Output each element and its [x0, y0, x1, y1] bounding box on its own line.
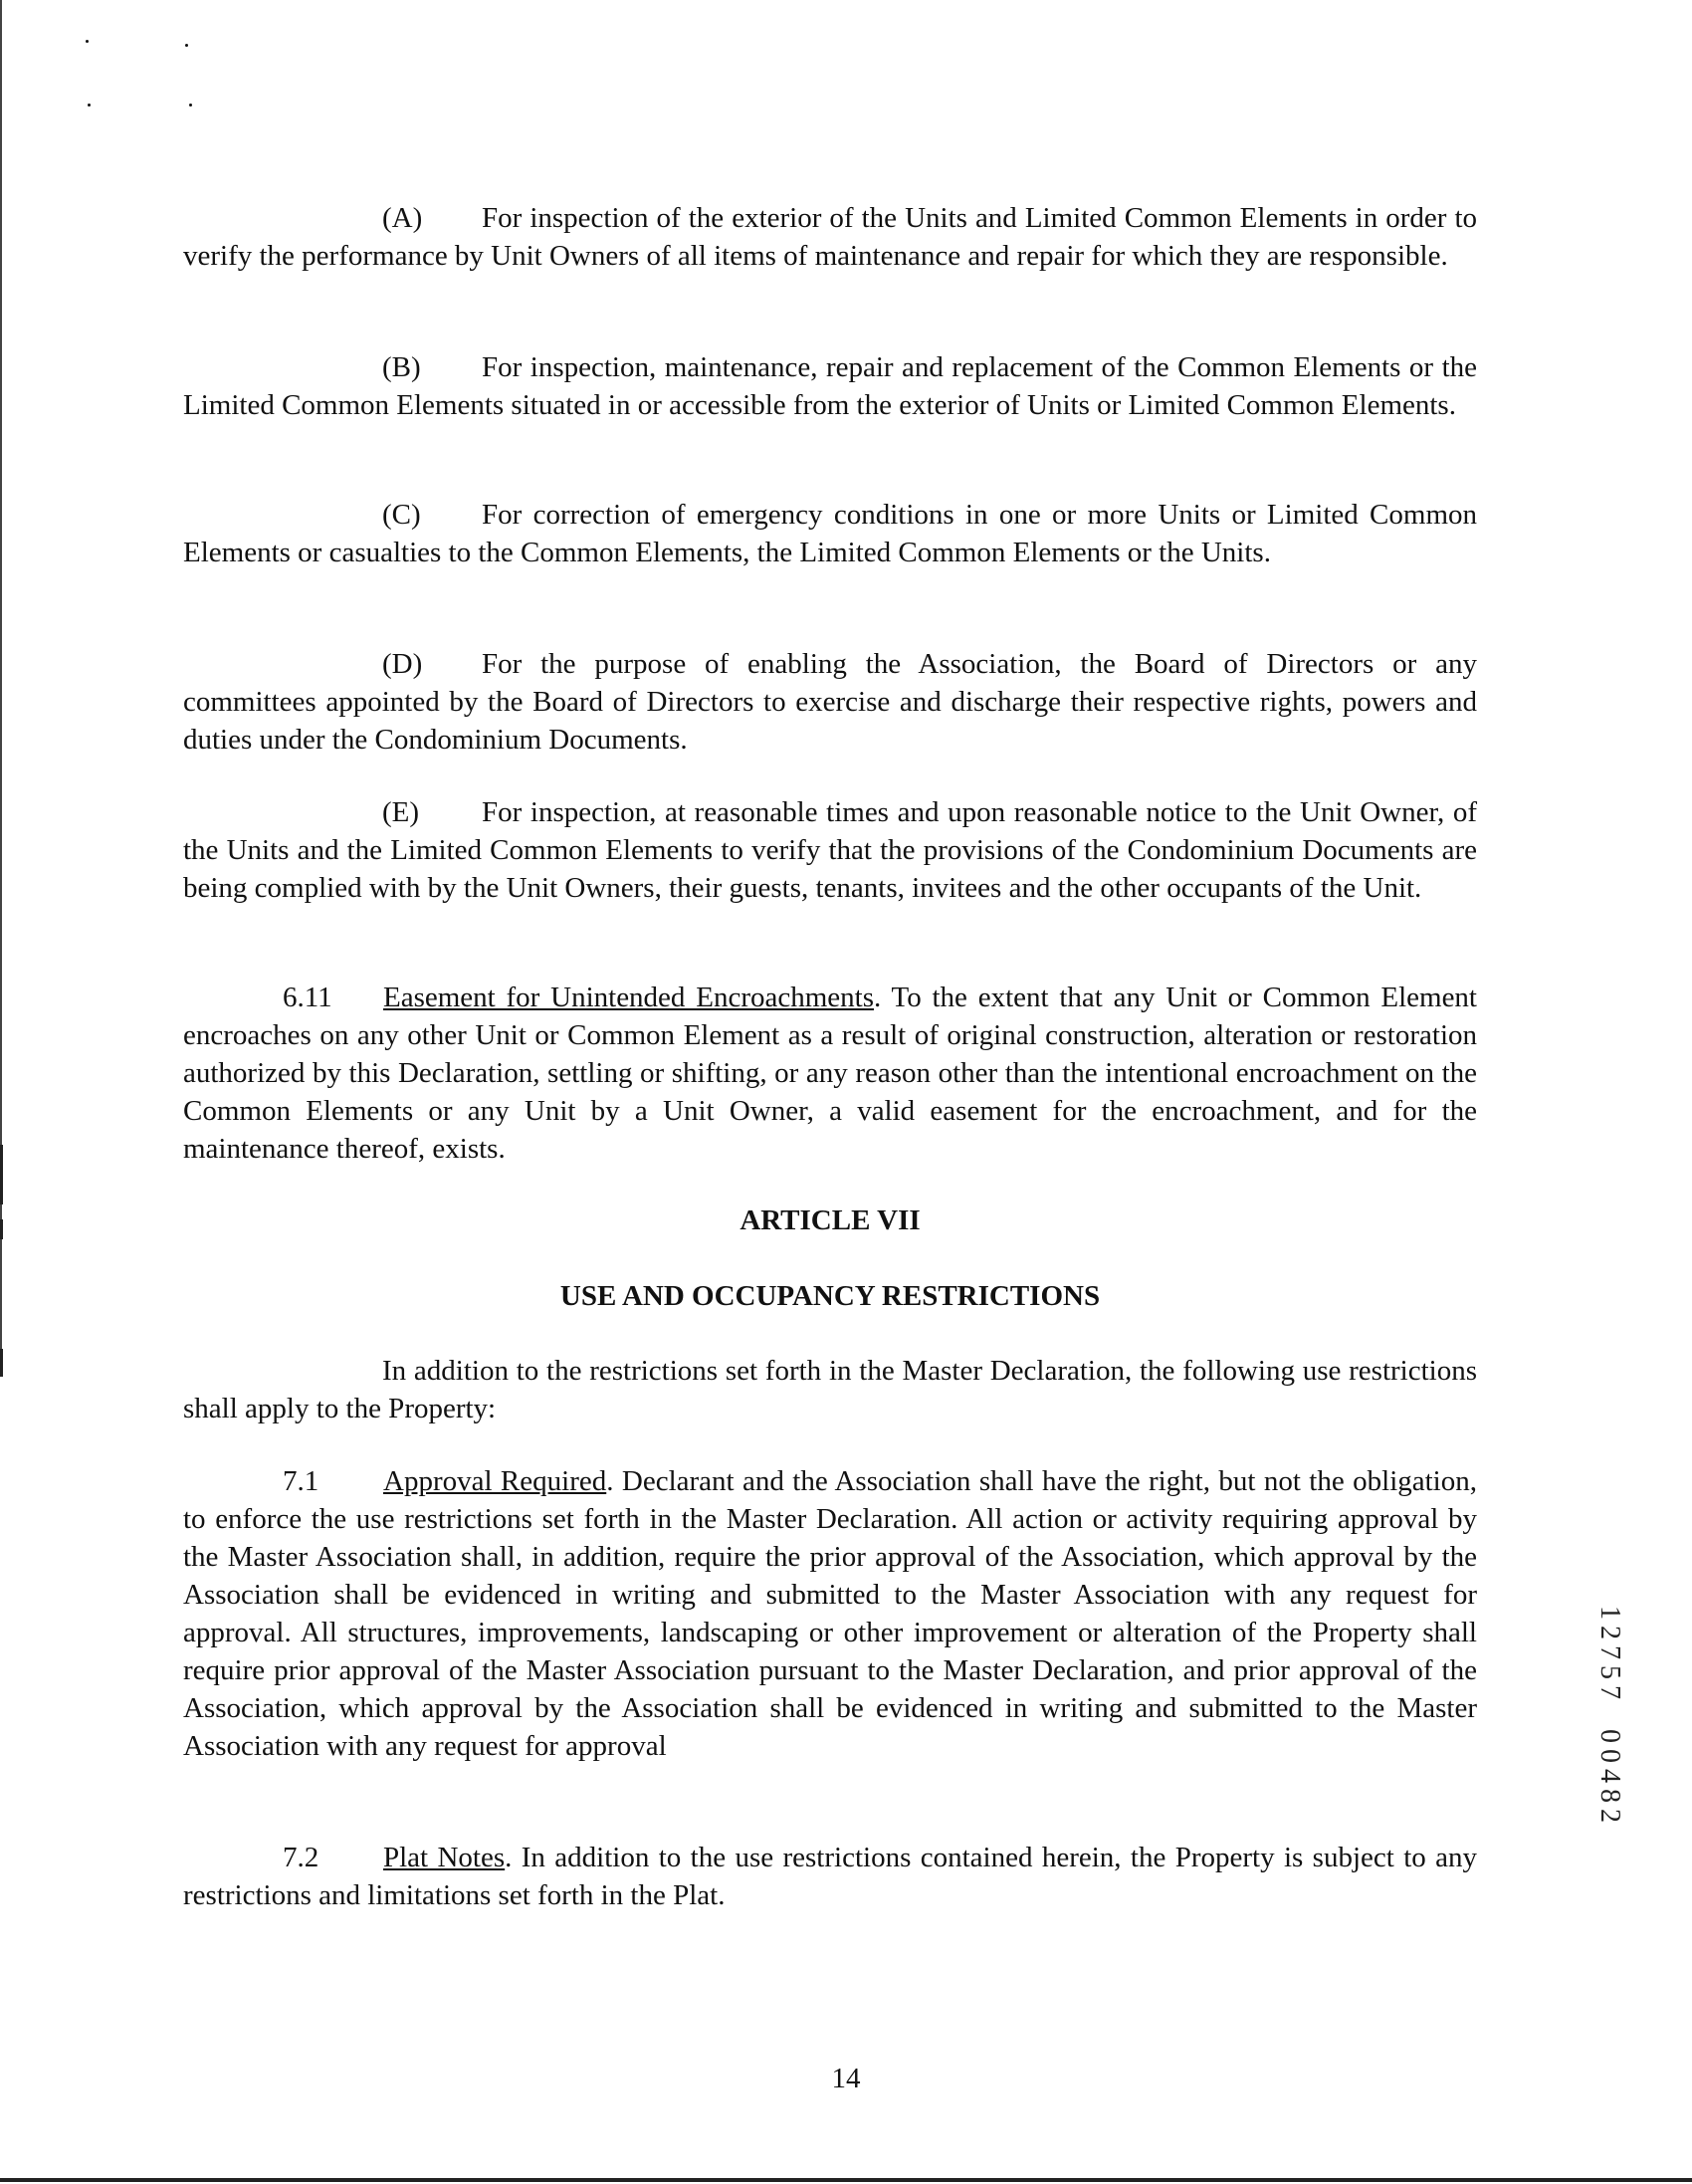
subparagraph-c	[183, 496, 1477, 571]
section-7-2	[183, 1839, 1477, 1914]
subparagraph-label: (A)	[382, 202, 423, 234]
stamp-digit: 7	[1594, 1645, 1625, 1659]
scan-edge-mark	[0, 1145, 3, 1204]
stamp-digit: 5	[1594, 1665, 1625, 1679]
scan-bottom-edge	[0, 2178, 1692, 2182]
section-7-1	[183, 1462, 1477, 1765]
recording-stamp	[1594, 1603, 1624, 1826]
stamp-digit: 2	[1594, 1809, 1625, 1823]
scan-speck	[185, 44, 188, 47]
scan-speck	[189, 104, 192, 107]
subparagraph-text: For inspection, at reasonable times and upon reasonable notice to the Unit Owner, of the Units and the Limited Common Elements to verify that the provisions of the Condominium Documents are being complied with by the Unit Owners, their guests, tenants, invitees and the other occupants of the Unit.	[183, 796, 1477, 904]
section-title: Plat Notes	[383, 1842, 506, 1873]
section-text: . Declarant and the Association shall have the right, but not the obligation, to enforce the use restrictions set forth in the Master Declaration. All action or activity requiring approval by the Master Association shall, in addition, require the prior approval of the Association, which approval by the Association shall be evidenced in writing and submitted to the Master Association with any request for approval. All structures, improvements, landscaping or other improvement or alteration of the Property shall require prior approval of the Master Association pursuant to the Master Declaration, and prior approval of the Association, which approval by the Association shall be evidenced in writing and submitted to the Master Association with any request for approval	[183, 1465, 1477, 1762]
scan-edge-mark	[0, 1349, 3, 1377]
subparagraph-text: For correction of emergency conditions in one or more Units or Limited Common Elements or casualties to the Common Elements, the Limited Common Elements or the Units.	[183, 499, 1477, 568]
section-title: Approval Required	[383, 1465, 607, 1497]
section-text: . In addition to the use restrictions contained herein, the Property is subject to any restrictions and limitations set forth in the Plat.	[183, 1842, 1477, 1911]
page-number: 14	[831, 2063, 861, 2094]
stamp-digit: 4	[1594, 1769, 1625, 1783]
section-number: 7.2	[283, 1842, 319, 1873]
subparagraph-text: For the purpose of enabling the Association, the Board of Directors or any committees appointed by the Board of Directors to exercise and discharge their respective rights, powers and duties under the Condominium Documents.	[183, 648, 1477, 756]
subparagraph-label: (D)	[382, 648, 423, 680]
subparagraph-label: (B)	[382, 351, 421, 383]
stamp-digit: 1	[1594, 1606, 1625, 1620]
subparagraph-label: (C)	[382, 499, 421, 531]
section-number: 6.11	[283, 982, 332, 1013]
stamp-digit: 0	[1594, 1749, 1625, 1763]
stamp-digit: 7	[1594, 1685, 1625, 1699]
subparagraph-text: For inspection, maintenance, repair and replacement of the Common Elements or the Limited Common Elements situated in or accessible from the exterior of Units or Limited Common Elements.	[183, 351, 1477, 421]
stamp-digit: 2	[1594, 1626, 1625, 1639]
subparagraph-b	[183, 348, 1477, 424]
scan-speck	[88, 104, 91, 107]
subparagraph-text: For inspection of the exterior of the Units and Limited Common Elements in order to verify the performance by Unit Owners of all items of maintenance and repair for which they are responsible.	[183, 202, 1477, 272]
section-text: . To the extent that any Unit or Common Element encroaches on any other Unit or Common Element as a result of original construction, alteration or restoration authorized by this Declaration, settling or shifting, or any reason other than the intentional encroachment on the Common Elements or any Unit by a Unit Owner, a valid easement for the encroachment, and for the maintenance thereof, exists.	[183, 982, 1477, 1165]
section-title: Easement for Unintended Encroachments	[383, 982, 874, 1013]
article-title: USE AND OCCUPANCY RESTRICTIONS	[559, 1280, 1101, 1312]
article-intro: In addition to the restrictions set forth in the Master Declaration, the following use restrictions shall apply to the Property:	[183, 1355, 1477, 1424]
subparagraph-a	[183, 199, 1477, 275]
subparagraph-d	[183, 645, 1477, 759]
scan-edge-mark	[0, 1219, 3, 1239]
article-number: ARTICLE VII	[740, 1204, 921, 1236]
subparagraph-label: (E)	[382, 796, 420, 828]
scan-speck	[86, 40, 89, 43]
stamp-digit: 8	[1594, 1789, 1625, 1803]
section-6-11	[183, 979, 1477, 1168]
stamp-digit: 0	[1594, 1729, 1625, 1743]
section-number: 7.1	[283, 1465, 319, 1497]
subparagraph-e	[183, 793, 1477, 907]
